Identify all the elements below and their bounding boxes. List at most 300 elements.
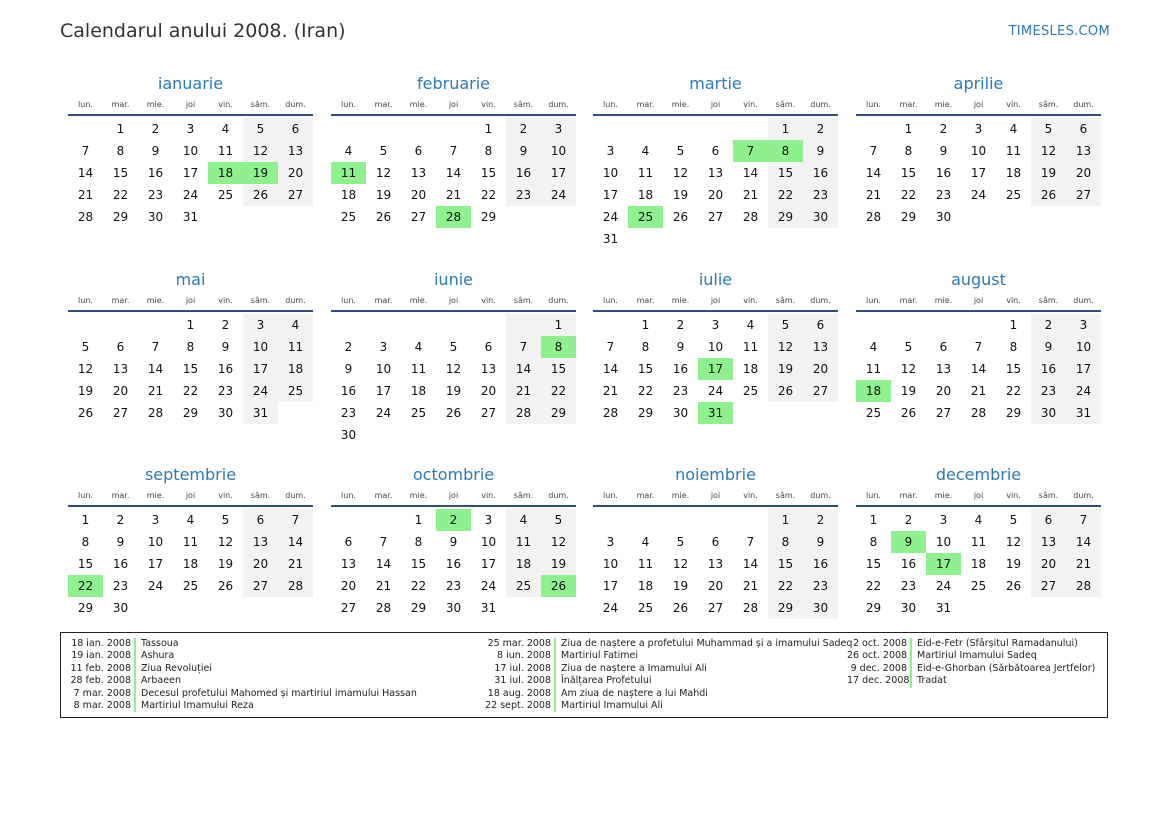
day-cell: 15 xyxy=(182,362,199,376)
day-cell: 20 xyxy=(707,579,724,593)
day-cell: 21 xyxy=(742,579,759,593)
day-cell: 1 xyxy=(541,314,576,336)
day-cell: 9 xyxy=(939,144,948,158)
day-cell: 25 xyxy=(410,406,427,420)
day-cell: 9 xyxy=(506,140,541,162)
day-cell: 10 xyxy=(707,340,724,354)
day-cell: 23 xyxy=(112,579,129,593)
weekday-label: mie. xyxy=(409,100,428,109)
day-cell: 22 xyxy=(182,384,199,398)
day-cell: 14 xyxy=(375,557,392,571)
day-cell: 1 xyxy=(414,513,423,527)
month-name: ianuarie xyxy=(157,74,224,93)
weekday-label: dum. xyxy=(1073,100,1094,109)
day-cell: 16 xyxy=(340,384,357,398)
day-cell: 21 xyxy=(445,188,462,202)
empty-cell xyxy=(996,206,1031,228)
day-cell: 4 xyxy=(746,318,755,332)
day-cell: 21 xyxy=(970,384,987,398)
day-cell: 20 xyxy=(707,188,724,202)
day-cell: 11 xyxy=(742,340,759,354)
holiday-name: Eid-e-Ghorban (Sărbătoarea Jertfelor) xyxy=(917,662,1096,674)
day-grid xyxy=(856,507,1101,619)
day-cell: 29 xyxy=(900,210,917,224)
day-cell: 17 xyxy=(243,358,278,380)
day-cell: 15 xyxy=(541,358,576,380)
day-cell: 7 xyxy=(869,144,878,158)
legend-entry xyxy=(847,663,1095,675)
day-cell: 27 xyxy=(935,406,952,420)
day-cell: 16 xyxy=(506,162,541,184)
day-cell: 23 xyxy=(803,184,838,206)
day-cell: 12 xyxy=(77,362,94,376)
day-cell: 10 xyxy=(541,140,576,162)
weekday-header xyxy=(593,294,838,312)
day-cell: 11 xyxy=(1005,144,1022,158)
holiday-date: 19 ian. 2008 xyxy=(61,650,136,662)
legend-entry xyxy=(61,638,417,650)
empty-cell xyxy=(1066,206,1101,228)
holiday-name: Arbaeen xyxy=(141,675,181,687)
day-cell: 7 xyxy=(733,140,768,162)
holiday-date: 2 oct. 2008 xyxy=(847,638,912,650)
day-cell: 26 xyxy=(768,380,803,402)
weekday-label: vin. xyxy=(481,296,496,305)
day-cell: 24 xyxy=(182,188,199,202)
weekday-header xyxy=(593,98,838,116)
weekday-label: vin. xyxy=(1006,100,1021,109)
day-cell: 31 xyxy=(1066,402,1101,424)
day-cell: 26 xyxy=(243,184,278,206)
weekday-label: dum. xyxy=(1073,491,1094,500)
day-cell: 12 xyxy=(1005,535,1022,549)
empty-cell xyxy=(68,118,103,140)
weekday-label: joi xyxy=(448,100,459,109)
day-cell: 23 xyxy=(147,188,164,202)
day-cell: 22 xyxy=(865,579,882,593)
day-cell: 4 xyxy=(641,535,650,549)
brand-link[interactable]: TIMESLES.COM xyxy=(1008,24,1110,39)
day-cell: 28 xyxy=(970,406,987,420)
day-cell: 1 xyxy=(768,118,803,140)
weekday-label: dum. xyxy=(810,296,831,305)
weekday-label: joi xyxy=(710,100,721,109)
day-cell: 6 xyxy=(278,118,313,140)
empty-cell xyxy=(471,314,506,336)
day-cell: 8 xyxy=(1009,340,1018,354)
day-cell: 6 xyxy=(414,144,423,158)
day-cell: 7 xyxy=(81,144,90,158)
month-name: martie xyxy=(689,74,742,93)
day-cell: 18 xyxy=(637,579,654,593)
day-cell: 19 xyxy=(77,384,94,398)
day-cell: 5 xyxy=(676,144,685,158)
day-cell: 30 xyxy=(217,406,234,420)
weekday-label: mar. xyxy=(899,100,918,109)
day-cell: 8 xyxy=(768,140,803,162)
legend-column xyxy=(485,638,852,712)
holiday-date: 22 sept. 2008 xyxy=(485,700,556,712)
day-cell: 11 xyxy=(410,362,427,376)
holiday-name: Martiriul Imamului Sadeq xyxy=(917,650,1037,662)
day-cell: 25 xyxy=(742,384,759,398)
day-cell: 11 xyxy=(331,162,366,184)
day-cell: 2 xyxy=(676,318,685,332)
day-cell: 14 xyxy=(742,166,759,180)
day-cell: 13 xyxy=(112,362,129,376)
legend-entry xyxy=(61,675,417,687)
day-cell: 1 xyxy=(641,318,650,332)
legend-entry xyxy=(485,700,852,712)
day-cell: 2 xyxy=(436,509,471,531)
weekday-header xyxy=(593,489,838,507)
empty-cell xyxy=(698,118,733,140)
day-cell: 7 xyxy=(151,340,160,354)
day-cell: 9 xyxy=(1031,336,1066,358)
day-cell: 8 xyxy=(904,144,913,158)
day-cell: 12 xyxy=(375,166,392,180)
day-cell: 12 xyxy=(445,362,462,376)
day-cell: 11 xyxy=(637,166,654,180)
day-cell: 4 xyxy=(186,513,195,527)
weekday-label: mie. xyxy=(409,296,428,305)
holiday-name: Ashura xyxy=(141,650,175,662)
day-cell: 21 xyxy=(77,188,94,202)
holiday-name: Ziua de naștere a Imamului Ali xyxy=(561,662,707,674)
weekday-label: mie. xyxy=(146,296,165,305)
day-cell: 30 xyxy=(1031,402,1066,424)
month-februarie xyxy=(331,72,576,228)
day-cell: 27 xyxy=(112,406,129,420)
holiday-date: 18 aug. 2008 xyxy=(485,688,556,700)
legend-entry xyxy=(61,663,417,675)
day-cell: 5 xyxy=(221,513,230,527)
day-cell: 16 xyxy=(803,553,838,575)
weekday-label: lun. xyxy=(603,491,618,500)
empty-cell xyxy=(506,314,541,336)
day-cell: 6 xyxy=(1066,118,1101,140)
empty-cell xyxy=(436,118,471,140)
empty-cell xyxy=(331,118,366,140)
empty-cell xyxy=(103,314,138,336)
day-cell: 4 xyxy=(974,513,983,527)
month-name: iulie xyxy=(698,270,733,289)
day-cell: 15 xyxy=(1005,362,1022,376)
day-cell: 1 xyxy=(81,513,90,527)
day-cell: 17 xyxy=(602,188,619,202)
day-cell: 5 xyxy=(768,314,803,336)
empty-cell xyxy=(138,597,173,619)
day-cell: 13 xyxy=(803,336,838,358)
month-name: noiembrie xyxy=(675,465,756,484)
day-cell: 2 xyxy=(221,318,230,332)
weekday-label: sâm. xyxy=(775,491,796,500)
day-cell: 3 xyxy=(484,513,493,527)
month-august xyxy=(856,268,1101,424)
day-cell: 3 xyxy=(606,144,615,158)
weekday-label: sâm. xyxy=(513,491,534,500)
day-cell: 10 xyxy=(602,557,619,571)
day-cell: 11 xyxy=(217,144,234,158)
day-cell: 29 xyxy=(637,406,654,420)
holiday-legend xyxy=(60,632,1108,718)
day-cell: 28 xyxy=(436,206,471,228)
day-cell: 18 xyxy=(856,380,891,402)
day-cell: 1 xyxy=(484,122,493,136)
day-cell: 24 xyxy=(243,380,278,402)
weekday-label: lun. xyxy=(78,100,93,109)
day-cell: 3 xyxy=(243,314,278,336)
weekday-label: mie. xyxy=(146,491,165,500)
day-cell: 19 xyxy=(672,188,689,202)
month-martie xyxy=(593,72,838,250)
day-cell: 22 xyxy=(637,384,654,398)
weekday-label: mar. xyxy=(111,100,130,109)
month-iulie xyxy=(593,268,838,424)
holiday-date: 26 oct. 2008 xyxy=(847,650,912,662)
empty-cell xyxy=(628,228,663,250)
empty-cell xyxy=(593,314,628,336)
day-cell: 21 xyxy=(375,579,392,593)
day-cell: 27 xyxy=(243,575,278,597)
day-cell: 27 xyxy=(340,601,357,615)
holiday-name: Martiriul Imamului Reza xyxy=(141,699,254,711)
day-cell: 24 xyxy=(375,406,392,420)
month-decembrie xyxy=(856,463,1101,619)
day-cell: 3 xyxy=(974,122,983,136)
day-cell: 4 xyxy=(869,340,878,354)
empty-cell xyxy=(366,509,401,531)
day-cell: 30 xyxy=(900,601,917,615)
empty-cell xyxy=(68,314,103,336)
day-cell: 18 xyxy=(340,188,357,202)
day-cell: 29 xyxy=(480,210,497,224)
day-cell: 22 xyxy=(768,575,803,597)
day-cell: 26 xyxy=(672,210,689,224)
day-cell: 7 xyxy=(974,340,983,354)
legend-entry xyxy=(61,688,417,700)
day-cell: 3 xyxy=(1066,314,1101,336)
weekday-label: vin. xyxy=(743,491,758,500)
month-name: octombrie xyxy=(412,465,495,484)
empty-cell xyxy=(768,228,803,250)
holiday-name: Martiriul Imamului Ali xyxy=(561,699,663,711)
day-cell: 17 xyxy=(541,162,576,184)
day-cell: 12 xyxy=(672,557,689,571)
day-cell: 17 xyxy=(970,166,987,180)
day-cell: 13 xyxy=(243,531,278,553)
month-name: aprilie xyxy=(953,74,1004,93)
day-cell: 16 xyxy=(672,362,689,376)
weekday-label: vin. xyxy=(481,100,496,109)
day-cell: 23 xyxy=(340,406,357,420)
day-cell: 16 xyxy=(803,162,838,184)
day-cell: 12 xyxy=(1031,140,1066,162)
empty-cell xyxy=(243,206,278,228)
day-cell: 2 xyxy=(803,509,838,531)
weekday-label: dum. xyxy=(548,296,569,305)
weekday-label: sâm. xyxy=(1038,100,1059,109)
day-cell: 9 xyxy=(803,140,838,162)
day-cell: 17 xyxy=(602,579,619,593)
empty-cell xyxy=(733,228,768,250)
legend-entry xyxy=(485,675,852,687)
day-cell: 19 xyxy=(541,553,576,575)
day-cell: 8 xyxy=(484,144,493,158)
day-cell: 8 xyxy=(116,144,125,158)
day-cell: 15 xyxy=(768,162,803,184)
day-cell: 28 xyxy=(77,210,94,224)
day-cell: 19 xyxy=(243,162,278,184)
empty-cell xyxy=(541,206,576,228)
empty-cell xyxy=(961,206,996,228)
day-cell: 6 xyxy=(711,535,720,549)
day-cell: 4 xyxy=(221,122,230,136)
day-cell: 27 xyxy=(278,184,313,206)
day-cell: 14 xyxy=(970,362,987,376)
day-cell: 17 xyxy=(698,358,733,380)
day-cell: 28 xyxy=(602,406,619,420)
day-cell: 4 xyxy=(641,144,650,158)
day-cell: 15 xyxy=(637,362,654,376)
day-cell: 15 xyxy=(112,166,129,180)
weekday-label: mie. xyxy=(671,491,690,500)
day-grid xyxy=(856,312,1101,424)
weekday-label: dum. xyxy=(1073,296,1094,305)
day-cell: 13 xyxy=(707,166,724,180)
page-title: Calendarul anului 2008. (Iran) xyxy=(60,20,346,42)
day-cell: 23 xyxy=(672,384,689,398)
weekday-label: mar. xyxy=(899,296,918,305)
day-cell: 7 xyxy=(1066,509,1101,531)
empty-cell xyxy=(663,228,698,250)
weekday-label: mar. xyxy=(374,296,393,305)
empty-cell xyxy=(803,402,838,424)
legend-entry xyxy=(61,650,417,662)
holiday-date: 11 feb. 2008 xyxy=(61,663,136,675)
legend-entry xyxy=(847,650,1095,662)
empty-cell xyxy=(278,597,313,619)
day-cell: 13 xyxy=(707,557,724,571)
day-cell: 3 xyxy=(151,513,160,527)
empty-cell xyxy=(768,402,803,424)
day-cell: 26 xyxy=(541,575,576,597)
weekday-header xyxy=(68,489,313,507)
day-cell: 18 xyxy=(506,553,541,575)
day-cell: 20 xyxy=(1031,553,1066,575)
day-cell: 7 xyxy=(278,509,313,531)
day-cell: 22 xyxy=(480,188,497,202)
empty-cell xyxy=(856,314,891,336)
day-cell: 8 xyxy=(768,531,803,553)
day-cell: 20 xyxy=(410,188,427,202)
day-cell: 18 xyxy=(208,162,243,184)
day-cell: 9 xyxy=(449,535,458,549)
day-cell: 28 xyxy=(1066,575,1101,597)
empty-cell xyxy=(138,314,173,336)
day-cell: 31 xyxy=(182,210,199,224)
empty-cell xyxy=(541,424,576,446)
day-cell: 31 xyxy=(602,232,619,246)
day-grid xyxy=(68,312,313,424)
month-name: mai xyxy=(175,270,206,289)
day-cell: 30 xyxy=(803,206,838,228)
month-name: februarie xyxy=(416,74,491,93)
day-cell: 26 xyxy=(1031,184,1066,206)
weekday-label: dum. xyxy=(810,491,831,500)
weekday-label: mie. xyxy=(671,296,690,305)
day-cell: 24 xyxy=(1066,380,1101,402)
empty-cell xyxy=(698,509,733,531)
day-cell: 13 xyxy=(1031,531,1066,553)
day-cell: 2 xyxy=(1031,314,1066,336)
day-cell: 25 xyxy=(637,601,654,615)
empty-cell xyxy=(891,314,926,336)
day-cell: 29 xyxy=(541,402,576,424)
weekday-label: joi xyxy=(185,491,196,500)
empty-cell xyxy=(208,206,243,228)
month-septembrie xyxy=(68,463,313,619)
holiday-date: 8 iun. 2008 xyxy=(485,650,556,662)
weekday-label: mie. xyxy=(409,491,428,500)
weekday-label: joi xyxy=(185,296,196,305)
weekday-label: lun. xyxy=(78,296,93,305)
day-cell: 20 xyxy=(1066,162,1101,184)
day-cell: 3 xyxy=(186,122,195,136)
weekday-label: lun. xyxy=(866,296,881,305)
day-cell: 8 xyxy=(869,535,878,549)
day-cell: 24 xyxy=(970,188,987,202)
day-cell: 4 xyxy=(414,340,423,354)
day-cell: 28 xyxy=(147,406,164,420)
holiday-name: Decesul profetului Mahomed și martiriul imamului Hassan xyxy=(141,687,417,699)
holiday-name: Tradat xyxy=(917,675,947,687)
day-cell: 18 xyxy=(278,358,313,380)
day-cell: 14 xyxy=(1066,531,1101,553)
day-cell: 1 xyxy=(186,318,195,332)
day-cell: 10 xyxy=(243,336,278,358)
day-cell: 29 xyxy=(410,601,427,615)
weekday-label: lun. xyxy=(78,491,93,500)
empty-cell xyxy=(1031,206,1066,228)
day-cell: 25 xyxy=(506,575,541,597)
day-cell: 28 xyxy=(742,601,759,615)
day-cell: 11 xyxy=(970,535,987,549)
holiday-name: Eid-e-Fetr (Sfârșitul Ramadanului) xyxy=(917,638,1078,649)
day-cell: 11 xyxy=(865,362,882,376)
day-cell: 27 xyxy=(803,380,838,402)
day-cell: 13 xyxy=(410,166,427,180)
holiday-date: 8 mar. 2008 xyxy=(61,700,136,712)
day-cell: 25 xyxy=(1005,188,1022,202)
weekday-label: sâm. xyxy=(775,100,796,109)
day-cell: 2 xyxy=(939,122,948,136)
empty-cell xyxy=(401,424,436,446)
weekday-label: lun. xyxy=(603,100,618,109)
weekday-label: mie. xyxy=(934,491,953,500)
weekday-label: joi xyxy=(710,296,721,305)
weekday-label: vin. xyxy=(1006,491,1021,500)
month-iunie xyxy=(331,268,576,446)
day-cell: 31 xyxy=(243,402,278,424)
day-cell: 19 xyxy=(900,384,917,398)
empty-cell xyxy=(541,597,576,619)
day-cell: 20 xyxy=(112,384,129,398)
day-cell: 30 xyxy=(340,428,357,442)
day-cell: 29 xyxy=(182,406,199,420)
day-cell: 8 xyxy=(541,336,576,358)
holiday-date: 31 iul. 2008 xyxy=(485,675,556,687)
